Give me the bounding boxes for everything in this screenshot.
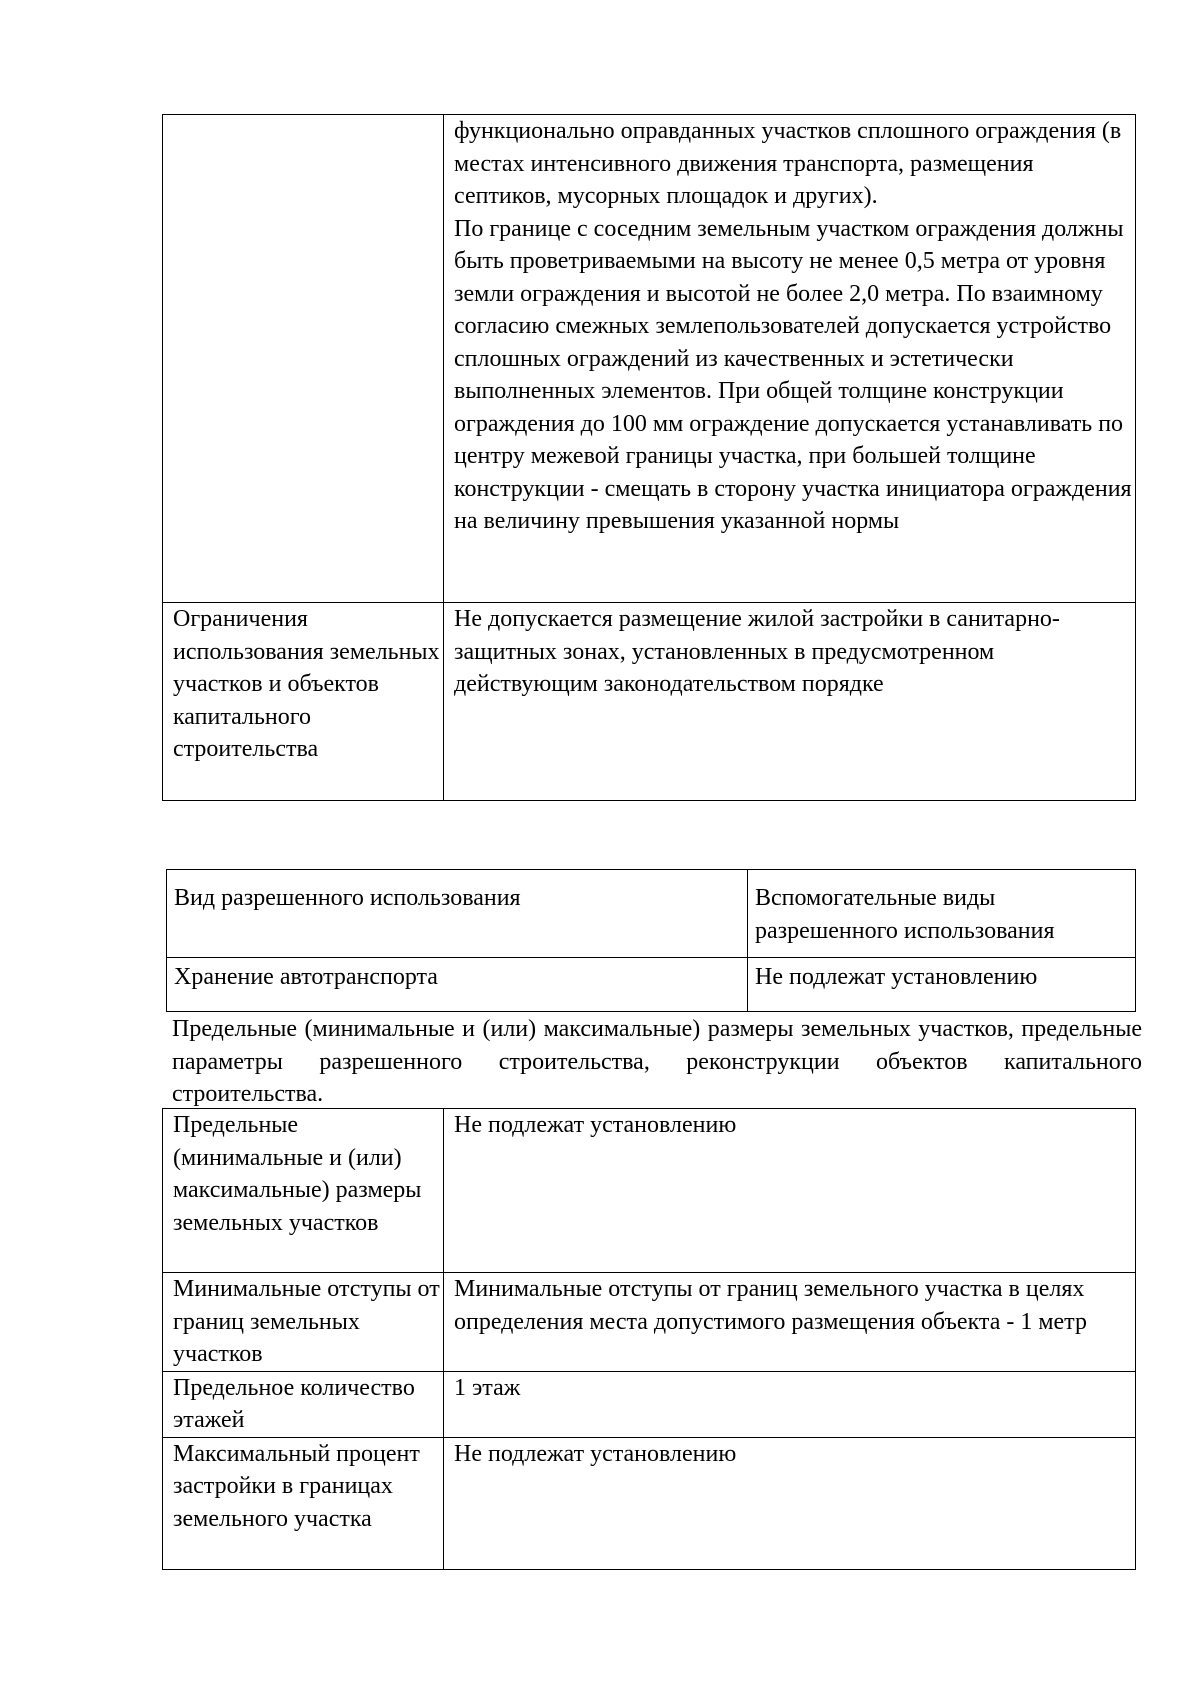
param-label-cell: Предельные (минимальные и (или) максимальные) размеры земельных участков <box>163 1109 444 1273</box>
table-row <box>163 1437 1136 1569</box>
table-row <box>163 603 1136 801</box>
row-label-cell: Ограничения использования земельных участков и объектов капитального строительства <box>163 603 444 801</box>
row-content-cell <box>444 115 1136 603</box>
restriction-paragraph: Не допускается размещение жилой застройки в санитарно-защитных зонах, установленных в предусмотренном действующим законодательством порядке <box>454 606 1060 697</box>
permitted-use-value: Хранение автотранспорта <box>167 958 748 1012</box>
table-row <box>163 1109 1136 1273</box>
auxiliary-use-value: Не подлежат установлению <box>748 958 1136 1012</box>
table-row <box>167 958 1136 1012</box>
param-label-cell: Максимальный процент застройки в границах земельного участка <box>163 1437 444 1569</box>
param-label-cell: Минимальные отступы от границ земельных участков <box>163 1273 444 1372</box>
row-content-cell <box>444 603 1136 801</box>
row-label-cell <box>163 115 444 603</box>
param-label-cell: Предельное количество этажей <box>163 1371 444 1437</box>
table-row <box>163 1273 1136 1372</box>
parameters-heading-paragraph: Предельные (минимальные и (или) максимальные) размеры земельных участков, предельные параметры разрешенного строительства, реконструкции объектов капитального строительства. <box>172 1016 1142 1107</box>
parameters-table <box>162 1108 1136 1570</box>
param-value-cell: Не подлежат установлению <box>444 1437 1136 1569</box>
fencing-requirements-table <box>162 114 1136 801</box>
param-value-cell: 1 этаж <box>444 1371 1136 1437</box>
table-row <box>163 1371 1136 1437</box>
fence-paragraph: функционально оправданных участков сплошного ограждения (в местах интенсивного движения транспорта, размещения септиков, мусорных площадок и других). <box>454 118 1122 209</box>
table-header-row <box>167 870 1136 958</box>
table-row <box>163 115 1136 603</box>
param-value-cell: Минимальные отступы от границ земельного участка в целях определения места допустимого размещения объекта - 1 метр <box>444 1273 1136 1372</box>
auxiliary-use-header: Вспомогательные виды разрешенного использования <box>748 870 1136 958</box>
permitted-use-table <box>166 869 1136 1012</box>
param-value-cell: Не подлежат установлению <box>444 1109 1136 1273</box>
fence-paragraph: По границе с соседним земельным участком ограждения должны быть проветриваемыми на высоту не менее 0,5 метра от уровня земли ограждения и высотой не более 2,0 метра. По взаимному согласию смежных землепользователей допускается устройство сплошных ограждений из качественных и эстетически выполненных элементов. При общей толщине конструкции ограждения до 100 мм ограждение допускается устанавливать по центру межевой границы участка, при большей толщине конструкции - смещать в сторону участка инициатора ограждения на величину превышения указанной нормы <box>454 215 1132 534</box>
permitted-use-header: Вид разрешенного использования <box>167 870 748 958</box>
